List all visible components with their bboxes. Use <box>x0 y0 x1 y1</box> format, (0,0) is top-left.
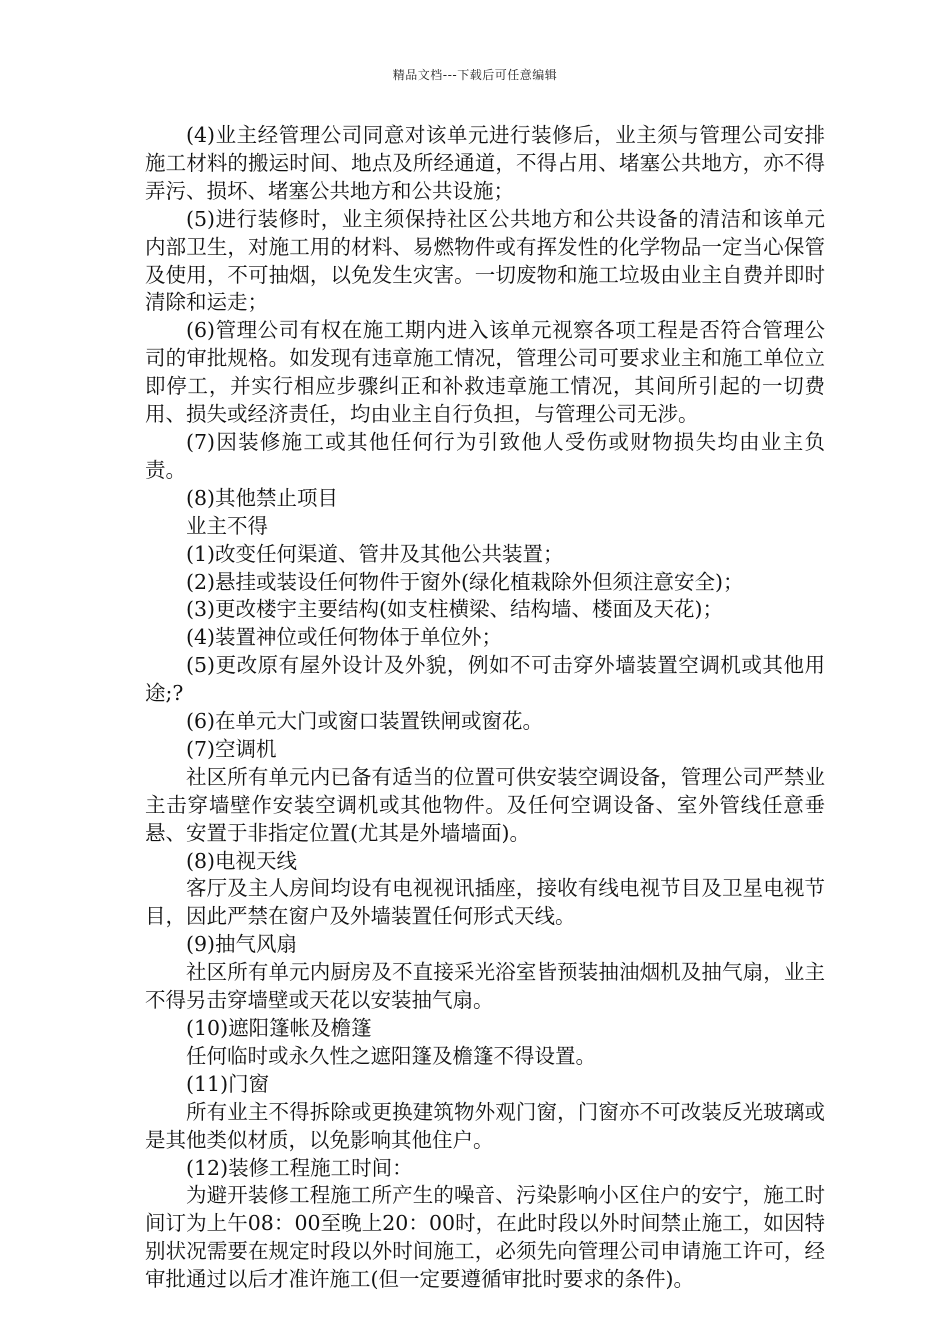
heading-exhaust-fan: (9)抽气风扇 <box>186 932 298 957</box>
section-heading-other-prohibited: (8)其他禁止项目 <box>186 485 339 510</box>
paragraph-5: (5)进行装修时，业主须保持社区公共地方和公共设备的清洁和该单元内部卫生，对施工用的材料、易燃物件或有挥发性的化学物品一定当心保管及使用，不可抽烟，以免发生灾害。一切废物和施工垃圾由业主自费并即时清除和运走； <box>145 206 825 315</box>
paragraph-6: (6)管理公司有权在施工期内进入该单元视察各项工程是否符合管理公司的审批规格。如发现有违章施工情况，管理公司可要求业主和施工单位立即停工，并实行相应步骤纠正和补救违章施工情况，其间所引起的一切费用、损失或经济责任，均由业主自行负担，与管理公司无涉。 <box>145 318 825 427</box>
doors-windows-text: 所有业主不得拆除或更换建筑物外观门窗，门窗亦不可改装反光玻璃或是其他类似材质，以免影响其他住户。 <box>145 1099 825 1152</box>
owner-must-not-intro: 业主不得 <box>186 513 268 538</box>
tv-antenna-text: 客厅及主人房间均设有电视视讯插座，接收有线电视节目及卫星电视节目，因此严禁在窗户及外墙装置任何形式天线。 <box>145 876 825 929</box>
prohibited-item-1: (1)改变任何渠道、管井及其他公共装置； <box>186 541 564 566</box>
heading-doors-windows: (11)门窗 <box>186 1071 270 1096</box>
heading-air-conditioner: (7)空调机 <box>186 736 277 761</box>
page-header: 精品文档---下载后可任意编辑 <box>392 68 558 82</box>
exhaust-fan-text: 社区所有单元内厨房及不直接采光浴室皆预装抽油烟机及抽气扇，业主不得另击穿墙壁或天花以安装抽气扇。 <box>145 960 825 1013</box>
prohibited-item-3: (3)更改楼宇主要结构(如支柱横梁、结构墙、楼面及天花)； <box>186 597 724 622</box>
awning-text: 任何临时或永久性之遮阳篷及檐篷不得设置。 <box>186 1043 596 1068</box>
prohibited-item-4: (4)装置神位或任何物体于单位外； <box>186 625 503 650</box>
paragraph-4: (4)业主经管理公司同意对该单元进行装修后，业主须与管理公司安排施工材料的搬运时间、地点及所经通道，不得占用、堵塞公共地方，亦不得弄污、损坏、堵塞公共地方和公共设施； <box>145 123 825 203</box>
heading-awning: (10)遮阳篷帐及檐篷 <box>186 1016 372 1040</box>
construction-time-text: 为避开装修工程施工所产生的噪音、污染影响小区住户的安宁，施工时间订为上午08：00至晚上20：00时，在此时段以外时间禁止施工，如因特别状况需要在规定时段以外时间施工，必须先向管理公司申请施工许可，经审批通过以后才准许施工(但一定要遵循审批时要求的条件)。 <box>145 1183 825 1292</box>
heading-tv-antenna: (8)电视天线 <box>186 848 298 873</box>
air-conditioner-text: 社区所有单元内已备有适当的位置可供安装空调设备，管理公司严禁业主击穿墙壁作安装空调机或其他物件。及任何空调设备、室外管线任意垂悬、安置于非指定位置(尤其是外墙墙面)。 <box>145 764 825 845</box>
paragraph-7: (7)因装修施工或其他任何行为引致他人受伤或财物损失均由业主负责。 <box>145 429 825 482</box>
heading-construction-time: (12)装修工程施工时间： <box>186 1155 413 1180</box>
prohibited-item-6: (6)在单元大门或窗口装置铁闸或窗花。 <box>186 709 544 734</box>
document-body <box>145 122 825 1294</box>
prohibited-item-5: (5)更改原有屋外设计及外貌，例如不可击穿外墙装置空调机或其他用途;? <box>145 653 825 706</box>
prohibited-item-2: (2)悬挂或装设任何物件于窗外(绿化植栽除外但须注意安全)； <box>186 569 744 594</box>
